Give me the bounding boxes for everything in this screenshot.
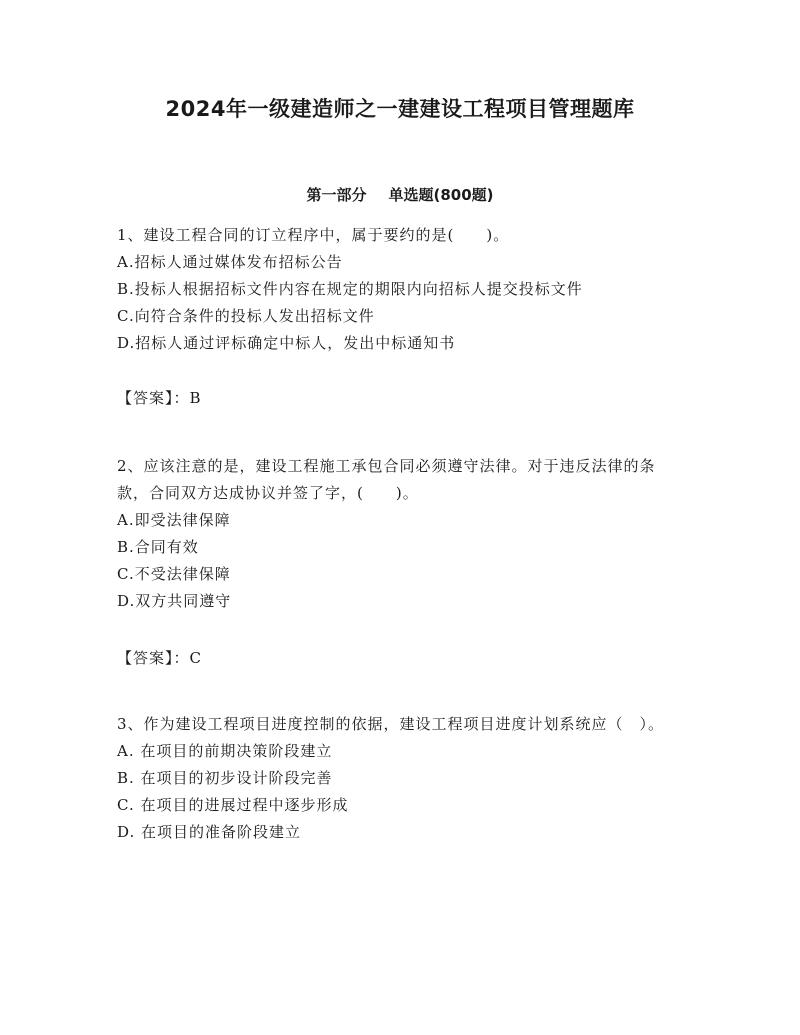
option-b: B.合同有效 bbox=[117, 538, 199, 556]
option-c: C. 在项目的进展过程中逐步形成 bbox=[117, 796, 349, 814]
section-part: 第一部分 bbox=[306, 186, 367, 204]
answer-2 bbox=[117, 647, 202, 669]
option-d: D. 在项目的准备阶段建立 bbox=[117, 823, 302, 841]
answer-value: C bbox=[189, 649, 202, 667]
section-heading bbox=[0, 184, 800, 206]
answer-1 bbox=[117, 387, 202, 409]
document-title: 2024年一级建造师之一建建设工程项目管理题库 bbox=[165, 97, 635, 121]
question-stem: 2、应该注意的是，建设工程施工承包合同必须遵守法律。对于违反法律的条款，合同双方达成协议并签了字，( )。 bbox=[117, 457, 656, 502]
answer-value: B bbox=[189, 389, 202, 407]
option-a: A.即受法律保障 bbox=[117, 511, 231, 529]
option-d: D.双方共同遵守 bbox=[117, 592, 232, 610]
option-a: A. 在项目的前期决策阶段建立 bbox=[117, 742, 333, 760]
question-stem: 1、建设工程合同的订立程序中，属于要约的是( )。 bbox=[117, 226, 510, 244]
answer-label: 【答案】： bbox=[117, 649, 190, 667]
answer-label: 【答案】： bbox=[117, 389, 190, 407]
option-a: A.招标人通过媒体发布招标公告 bbox=[117, 253, 343, 271]
option-b: B. 在项目的初步设计阶段完善 bbox=[117, 769, 333, 787]
section-name: 单选题(800题) bbox=[388, 186, 494, 204]
question-stem: 3、作为建设工程项目进度控制的依据，建设工程项目进度计划系统应（ ）。 bbox=[117, 715, 665, 733]
question-1 bbox=[117, 222, 687, 357]
option-b: B.投标人根据招标文件内容在规定的期限内向招标人提交投标文件 bbox=[117, 280, 583, 298]
option-d: D.招标人通过评标确定中标人，发出中标通知书 bbox=[117, 334, 456, 352]
option-c: C.不受法律保障 bbox=[117, 565, 231, 583]
question-2 bbox=[117, 453, 687, 615]
question-3 bbox=[117, 711, 687, 846]
option-c: C.向符合条件的投标人发出招标文件 bbox=[117, 307, 375, 325]
